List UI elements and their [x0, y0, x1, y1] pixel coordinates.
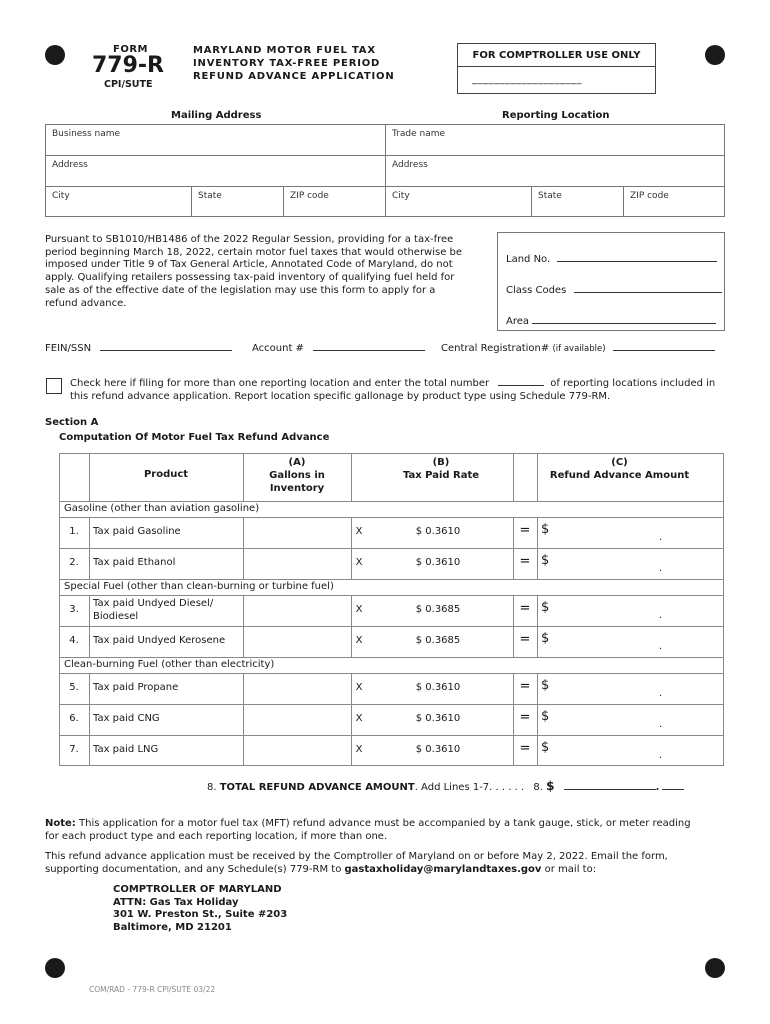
mailing-address-block — [113, 884, 287, 935]
dollar-sign: $ — [541, 553, 550, 568]
equals-sign: = — [519, 679, 531, 694]
gallons-input-6[interactable] — [243, 704, 351, 735]
col-a-line2: Inventory — [269, 483, 325, 494]
mailing-address-heading: Mailing Address — [171, 110, 262, 121]
note-line4b: or mail to: — [544, 864, 597, 875]
col-c-letter: (C) — [611, 457, 628, 468]
category-row — [59, 657, 724, 673]
reporting-address-label: Address — [392, 160, 428, 170]
trade-name-label: Trade name — [392, 129, 446, 139]
form-title-3: REFUND ADVANCE APPLICATION — [193, 71, 395, 82]
refund-amount-input-2[interactable] — [537, 548, 724, 579]
registration-mark — [705, 958, 725, 978]
class-codes-label: Class Codes — [506, 285, 567, 296]
dollar-sign: $ — [541, 709, 550, 724]
central-registration-note: (if available) — [552, 344, 606, 354]
line-number: 5. — [69, 682, 79, 693]
tax-rate: $ 0.3610 — [415, 557, 461, 568]
tax-rate: $ 0.3610 — [415, 744, 461, 755]
checkbox-text — [70, 377, 730, 403]
mailing-address-label: Address — [52, 160, 88, 170]
tax-rate: $ 0.3610 — [415, 526, 461, 537]
mailing-zip-label: ZIP code — [290, 191, 329, 201]
total-row — [207, 779, 684, 793]
product-name: Tax paid Ethanol — [93, 557, 176, 568]
line-number: 1. — [69, 526, 79, 537]
comptroller-use-label: FOR COMPTROLLER USE ONLY — [472, 50, 641, 61]
registration-mark — [45, 958, 65, 978]
dollar-sign: $ — [541, 740, 550, 755]
total-label: TOTAL REFUND ADVANCE AMOUNT — [219, 782, 415, 793]
col-a-header — [243, 456, 351, 495]
mailing-city-field[interactable] — [46, 187, 192, 217]
col-product-header: Product — [143, 469, 189, 480]
reporting-zip-label: ZIP code — [630, 191, 669, 201]
equals-sign: = — [519, 601, 531, 616]
land-class-area-box — [497, 232, 725, 331]
business-name-field[interactable] — [46, 125, 386, 156]
category-label: Special Fuel (other than clean-burning or turbine fuel) — [64, 581, 334, 592]
product-name: Tax paid Gasoline — [93, 526, 181, 537]
times-sign: X — [355, 744, 363, 755]
intro-line: refund advance. — [45, 297, 127, 309]
intro-paragraph — [45, 234, 485, 310]
form-title-1: MARYLAND MOTOR FUEL TAX — [193, 45, 376, 56]
product-name: Tax paid Propane — [93, 682, 179, 693]
registration-mark — [705, 45, 725, 65]
intro-line: period beginning March 18, 2022, certain motor fuel taxes that would otherwise be — [45, 246, 463, 258]
line-number: 6. — [69, 713, 79, 724]
section-subtitle: Computation Of Motor Fuel Tax Refund Advance — [59, 432, 330, 443]
refund-table — [59, 453, 724, 766]
product-name: Tax paid LNG — [93, 744, 159, 755]
total-line-number: 8. — [207, 782, 217, 793]
gallons-input-5[interactable] — [243, 673, 351, 704]
col-a-line1: Gallons in — [269, 470, 325, 481]
multiple-locations-checkbox[interactable] — [46, 378, 62, 394]
reporting-location-heading: Reporting Location — [502, 110, 610, 121]
times-sign: X — [355, 682, 363, 693]
form-sub: CPI/SUTE — [104, 79, 153, 90]
intro-line: sale as of the effective date of the legislation may use this form to apply for a — [45, 284, 436, 296]
comptroller-use-box — [457, 43, 656, 94]
land-no-row[interactable] — [506, 254, 717, 265]
equals-sign: = — [519, 710, 531, 725]
times-sign: X — [355, 713, 363, 724]
reporting-zip-field[interactable] — [624, 187, 725, 217]
refund-amount-input-4[interactable] — [537, 626, 724, 657]
central-registration-row[interactable] — [441, 343, 715, 354]
fein-ssn-row[interactable] — [45, 343, 232, 354]
note-line4a: supporting documentation, and any Schedule(s) 779-RM to — [45, 864, 342, 875]
times-sign: X — [355, 526, 363, 537]
note-block — [45, 817, 735, 876]
total-line-number-2: 8. — [533, 782, 543, 793]
area-label: Area — [506, 316, 530, 327]
gallons-input-1[interactable] — [243, 517, 351, 548]
category-row — [59, 579, 724, 595]
dollar-sign: $ — [541, 631, 550, 646]
fein-ssn-label: FEIN/SSN — [45, 343, 92, 354]
refund-amount-input-3[interactable] — [537, 595, 724, 626]
intro-line: imposed under Title 9 of Tax General Article, Annotated Code of Maryland, do not — [45, 259, 453, 271]
col-c-header — [537, 456, 702, 482]
account-label: Account # — [252, 343, 304, 354]
business-name-label: Business name — [52, 129, 121, 139]
reporting-city-label: City — [392, 191, 410, 201]
reporting-address-field[interactable] — [386, 156, 725, 187]
checkbox-text-1a: Check here if filing for more than one reporting location and enter the total number — [70, 378, 490, 389]
class-codes-row[interactable] — [506, 285, 722, 296]
mail-line3: 301 W. Preston St., Suite #203 — [113, 909, 288, 921]
registration-mark — [45, 45, 65, 65]
product-name: Tax paid CNG — [93, 713, 160, 724]
equals-sign: = — [519, 741, 531, 756]
intro-line: apply. Qualifying retailers possessing tax-paid inventory of qualifying fuel held for — [45, 272, 455, 284]
refund-amount-input-7[interactable] — [537, 735, 724, 766]
line-number: 2. — [69, 557, 79, 568]
times-sign: X — [355, 635, 363, 646]
refund-amount-input-6[interactable] — [537, 704, 724, 735]
col-c-label: Refund Advance Amount — [549, 470, 690, 481]
form-number: 779-R — [92, 53, 164, 78]
refund-amount-input-5[interactable] — [537, 673, 724, 704]
col-b-label: Tax Paid Rate — [402, 470, 480, 481]
decimal-point: . — [659, 532, 663, 543]
tax-rate: $ 0.3685 — [415, 635, 461, 646]
dollar-sign: $ — [541, 678, 550, 693]
col-b-header — [351, 456, 531, 482]
line-number: 3. — [69, 604, 79, 615]
note-line1: This application for a motor fuel tax (MFT) refund advance must be accompanied by a tank gauge, stick, or meter reading — [79, 818, 691, 829]
line-number: 7. — [69, 744, 79, 755]
form-title-2: INVENTORY TAX-FREE PERIOD — [193, 58, 381, 69]
product-name: Tax paid Undyed Kerosene — [93, 635, 226, 646]
mail-line1: COMPTROLLER OF MARYLAND — [113, 884, 282, 895]
mailing-city-label: City — [52, 191, 70, 201]
mailing-zip-field[interactable] — [284, 187, 386, 217]
reporting-state-field[interactable] — [532, 187, 624, 217]
line-number: 4. — [69, 635, 79, 646]
category-row — [59, 501, 724, 517]
dollar-sign: $ — [541, 600, 550, 615]
note-line2: for each product type and each reporting location, if more than one. — [45, 831, 388, 842]
comptroller-use-blank: ____________________ — [472, 74, 582, 85]
central-registration-label: Central Registration# — [441, 343, 550, 354]
decimal-point: . — [659, 563, 663, 574]
dollar-sign: $ — [541, 522, 550, 537]
refund-amount-input-1[interactable] — [537, 517, 724, 548]
mailing-state-field[interactable] — [192, 187, 284, 217]
location-count-blank[interactable] — [498, 385, 544, 386]
account-row[interactable] — [252, 343, 425, 354]
form-word: FORM — [113, 44, 148, 55]
note-line3: This refund advance application must be received by the Comptroller of Maryland on or before May 2, 2022. Email the form, — [45, 851, 668, 862]
mailing-address-field[interactable] — [46, 156, 386, 187]
total-amount-field[interactable]: . — [558, 782, 685, 793]
gallons-input-7[interactable] — [243, 735, 351, 766]
gallons-input-2[interactable] — [243, 548, 351, 579]
address-grid — [45, 124, 725, 217]
reporting-state-label: State — [538, 191, 562, 201]
area-row[interactable] — [506, 316, 716, 327]
mailing-state-label: State — [198, 191, 222, 201]
category-label: Clean-burning Fuel (other than electricity) — [64, 659, 275, 670]
decimal-point: . — [659, 688, 663, 699]
category-label: Gasoline (other than aviation gasoline) — [64, 503, 260, 514]
product-name: Tax paid Undyed Diesel/ — [93, 598, 214, 609]
note-label: Note: — [45, 818, 76, 829]
col-a-letter: (A) — [288, 457, 306, 468]
section-title: Section A — [45, 417, 99, 428]
checkbox-text-2: this refund advance application. Report location specific gallonage by product type using Schedule 779-RM. — [70, 391, 611, 402]
decimal-point: . — [659, 641, 663, 652]
tax-rate: $ 0.3610 — [415, 713, 461, 724]
col-b-letter: (B) — [432, 457, 450, 468]
tax-rate: $ 0.3685 — [415, 604, 461, 615]
reporting-city-field[interactable] — [386, 187, 532, 217]
times-sign: X — [355, 557, 363, 568]
total-suffix: . Add Lines 1-7. . . . . . — [414, 782, 525, 793]
checkbox-text-1b: of reporting locations included in — [550, 378, 716, 389]
equals-sign: = — [519, 523, 531, 538]
decimal-point: . — [659, 719, 663, 730]
footer-code: COM/RAD - 779-R CPI/SUTE 03/22 — [89, 985, 216, 994]
land-no-label: Land No. — [506, 254, 551, 265]
email-link[interactable]: gastaxholiday@marylandtaxes.gov — [344, 864, 542, 875]
times-sign: X — [355, 604, 363, 615]
mail-line2: ATTN: Gas Tax Holiday — [113, 896, 239, 908]
total-dollar: $ — [546, 779, 555, 793]
tax-rate: $ 0.3610 — [415, 682, 461, 693]
product-name-2: Biodiesel — [93, 611, 139, 622]
equals-sign: = — [519, 632, 531, 647]
gallons-input-3[interactable] — [243, 595, 351, 626]
mail-line4: Baltimore, MD 21201 — [113, 922, 232, 934]
decimal-point: . — [659, 750, 663, 761]
trade-name-field[interactable] — [386, 125, 725, 156]
intro-line: Pursuant to SB1010/HB1486 of the 2022 Regular Session, providing for a tax-free — [45, 234, 454, 245]
decimal-point: . — [659, 610, 663, 621]
equals-sign: = — [519, 554, 531, 569]
gallons-input-4[interactable] — [243, 626, 351, 657]
